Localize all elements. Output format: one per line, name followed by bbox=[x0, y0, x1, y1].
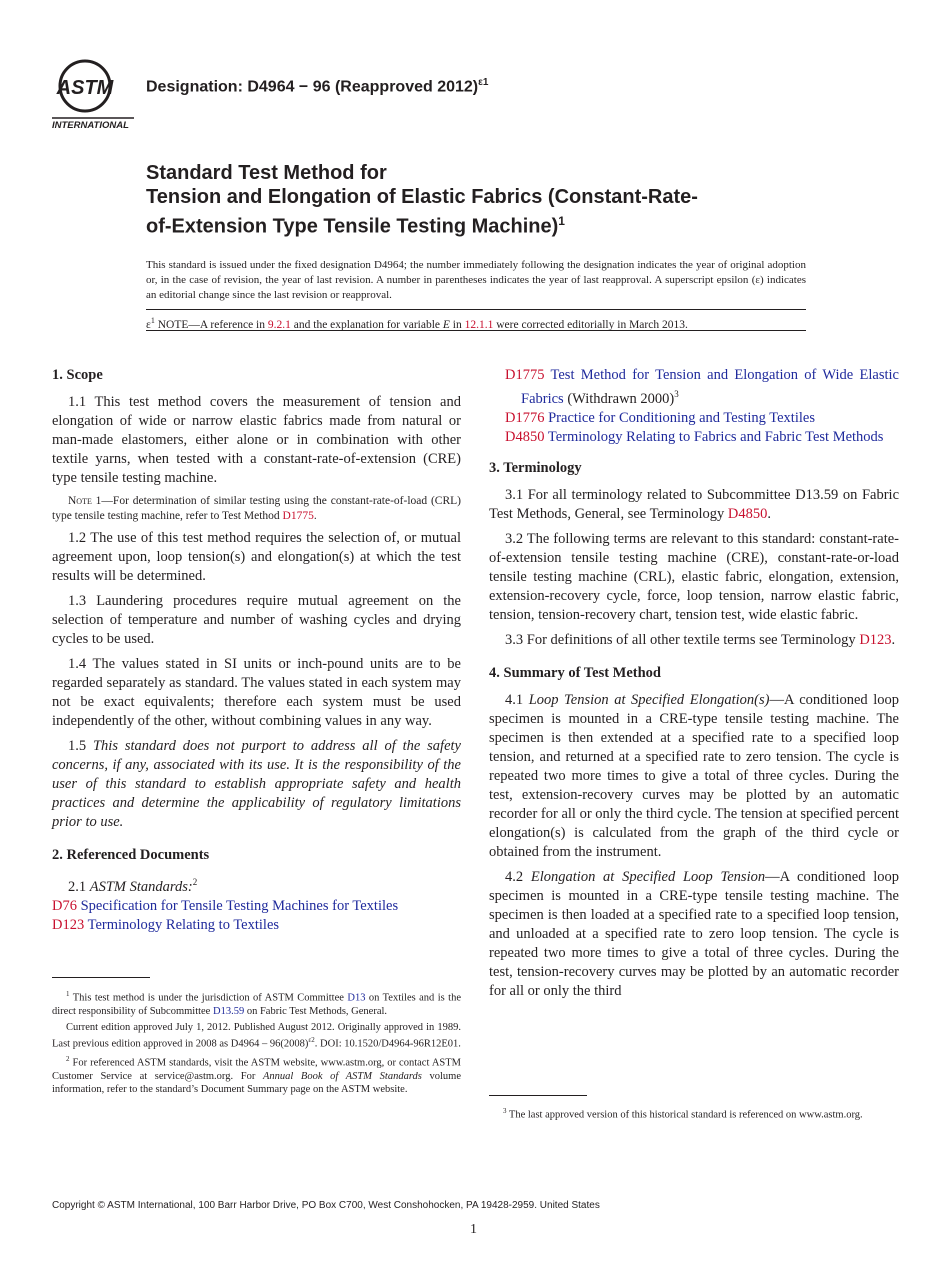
fn-sup: 2 bbox=[66, 1055, 70, 1063]
fn-text: The last approved version of this historical standard is referenced on www.astm.org. bbox=[506, 1109, 863, 1121]
para-num: 2.1 bbox=[68, 878, 90, 895]
footnotes-left bbox=[52, 988, 461, 1099]
eps-t4: were corrected editorially in March 2013. bbox=[493, 318, 688, 331]
para-num: 1.5 bbox=[68, 738, 93, 754]
para-text: 3.3 For definitions of all other textile terms see Terminology bbox=[505, 631, 860, 648]
ref-item bbox=[52, 916, 461, 935]
ref-code[interactable]: D123 bbox=[52, 916, 85, 933]
paragraph-4-2 bbox=[489, 868, 899, 1001]
ref-item bbox=[505, 366, 899, 409]
note-end: . bbox=[313, 510, 317, 522]
para-text: —A conditioned loop specimen is mounted in a CRE-type tensile testing machine. The specimen is then loaded at a specified rate to a specified loop tension, and unloaded at a specified rate to zero loop tension. The cycle is repeated two more times to give a total of three cycles. During the test, tension-recovery curves may be plotted by an automatic recorder for all or only the third bbox=[489, 868, 899, 999]
ref-title[interactable]: Specification for Tensile Testing Machines for Textiles bbox=[80, 897, 399, 914]
footnote-2 bbox=[52, 1053, 461, 1096]
paragraph: 1.3 Laundering procedures require mutual agreement on the selection of temperature and number of washing cycles and drying cycles to be used. bbox=[52, 593, 461, 647]
title-line-2: Tension and Elongation of Elastic Fabrics (Constant-Rate- bbox=[146, 186, 698, 208]
designation-text: Designation: D4964 − 96 (Reapproved 2012) bbox=[146, 78, 479, 96]
designation bbox=[146, 77, 488, 96]
eps-t3: in bbox=[449, 318, 465, 331]
para-end: . bbox=[767, 505, 772, 522]
ref-title[interactable]: Test Method for Tension and Elongation of Wide Elastic Fabrics bbox=[521, 367, 899, 407]
fn-text: For referenced ASTM standards, visit the ASTM website, www.astm.org, or contact ASTM Customer Service at service@astm.org. For bbox=[52, 1057, 461, 1082]
para-italic: ASTM Standards: bbox=[89, 878, 193, 895]
paragraph-3-3 bbox=[489, 631, 899, 650]
fn-italic: Annual Book of ASTM Standards bbox=[262, 1070, 422, 1082]
ref-link[interactable]: D123 bbox=[859, 631, 892, 648]
ref-title[interactable]: Terminology Relating to Textiles bbox=[87, 916, 280, 933]
paragraph-4-1 bbox=[489, 691, 899, 862]
paragraph: 1.4 The values stated in SI units or inch-pound units are to be regarded separately as standard. The values stated in each system may not be exact equivalents; therefore each system must be used independently of the other, without combining values in any way. bbox=[52, 656, 461, 729]
fn-link[interactable]: D13.59 bbox=[212, 1005, 245, 1017]
footnote-1-cont bbox=[52, 1021, 461, 1051]
ref-code[interactable]: D1775 bbox=[505, 367, 545, 383]
ref-item bbox=[505, 428, 899, 447]
eps-t2: and the explanation for variable bbox=[290, 318, 443, 331]
footnote-rule bbox=[489, 1095, 587, 1096]
ref-title[interactable]: Terminology Relating to Fabrics and Fabric Test Methods bbox=[547, 428, 884, 445]
paragraph: 1.1 This test method covers the measurement of tension and elongation of wide or narrow elastic fabrics made from natural or man-made elastomers, either alone or in combination with other textile yarns, when tested with a constant-rate-of-extension (CRE) type tensile testing machine. bbox=[52, 394, 461, 486]
footnote-1 bbox=[52, 988, 461, 1018]
ref-link[interactable]: D1775 bbox=[282, 510, 314, 522]
paragraph-2-1 bbox=[52, 873, 461, 897]
ref-title[interactable]: Practice for Conditioning and Testing Textiles bbox=[548, 409, 815, 426]
paragraph-3-1 bbox=[489, 486, 899, 524]
eps-t1: NOTE—A reference in bbox=[154, 318, 268, 331]
logo-text-bottom: INTERNATIONAL bbox=[52, 120, 129, 131]
page-number: 1 bbox=[470, 1222, 477, 1237]
fn-text: Current edition approved July 1, 2012. Published August 2012. Originally approved in 1989. Last previous edition approved in 2008 as D4964 – 96(2008) bbox=[52, 1021, 461, 1049]
note-text: 1—For determination of similar testing using the constant-rate-of-load (CRL) type tensile testing machine, refer to Test Method bbox=[52, 495, 461, 522]
intro-paragraph: This standard is issued under the fixed designation D4964; the number immediately following the designation indicates the year of original adoption or, in the case of revision, the year of last revision. A number in parentheses indicates the year of last reapproval. A superscript epsilon (ε) indicates an editorial change since the last revision or reapproval. bbox=[146, 259, 806, 301]
fn-sup: 1 bbox=[66, 990, 70, 998]
copyright: Copyright © ASTM International, 100 Barr Harbor Drive, PO Box C700, West Conshohocken, PA 19428-2959. United States bbox=[52, 1200, 600, 1211]
paragraph: 3.2 The following terms are relevant to this standard: constant-rate-of-extension tensile testing machine (CRE), constant-rate-or-load tensile testing machine (CRL), elastic fabric, elongation, extension, extension-recovery cycle, force, loop tension, narrow elastic fabric, tension, tension-recovery chart, tension test, wide elastic fabric. bbox=[489, 530, 899, 623]
designation-sup: ε1 bbox=[478, 77, 489, 88]
footnote-rule bbox=[52, 977, 150, 978]
paragraph-1-5 bbox=[52, 737, 461, 832]
section-heading: 1. Scope bbox=[52, 367, 103, 383]
ref-list bbox=[52, 897, 461, 935]
ref-item bbox=[505, 409, 899, 428]
logo-text-top: ASTM bbox=[56, 77, 114, 99]
note-label: Note bbox=[68, 495, 92, 507]
para-italic: Elongation at Specified Loop Tension bbox=[530, 868, 766, 885]
fn-text: This test method is under the jurisdiction of ASTM Committee bbox=[69, 992, 348, 1004]
right-column bbox=[489, 366, 899, 1007]
divider bbox=[146, 330, 806, 331]
ref-code[interactable]: D76 bbox=[52, 897, 77, 914]
title-line-1: Standard Test Method for bbox=[146, 162, 387, 184]
section-heading: 3. Terminology bbox=[489, 459, 582, 476]
ref-code[interactable]: D4850 bbox=[505, 428, 545, 445]
document-title bbox=[146, 161, 846, 239]
para-text: 3.1 For all terminology related to Subcommittee D13.59 on Fabric Test Methods, General, see Terminology bbox=[489, 486, 899, 522]
fn-text: on Textiles and is the direct responsibility of Subcommittee bbox=[52, 992, 461, 1017]
para-num: 4.1 bbox=[505, 691, 529, 708]
section-heading: 2. Referenced Documents bbox=[52, 847, 210, 863]
para-end: . bbox=[891, 631, 896, 648]
title-line-3-wrap bbox=[146, 209, 846, 239]
para-text: —A conditioned loop specimen is mounted in a CRE-type tensile testing machine. The specimen is then extended at a specified rate to a specified loop tension, and returned at a specified rate to zero tension. The cycle is repeated two more times to give a total of three cycles. During the test, extension-recovery curves may be plotted by an automatic recorder for all or only the third cycle. The tension at specified percent elongation(s) is calculated from the graph of the third cycle or obtained from the instrument. bbox=[489, 691, 899, 860]
para-num: 4.2 bbox=[505, 868, 531, 885]
eps-ref-link[interactable]: 12.1.1 bbox=[464, 318, 494, 331]
fn-text: . DOI: 10.1520/D4964-96R12E01. bbox=[314, 1038, 461, 1049]
note-1 bbox=[52, 494, 461, 524]
ref-list bbox=[489, 366, 899, 447]
ref-suffix: (Withdrawn 2000) bbox=[563, 390, 675, 407]
paragraph: 1.2 The use of this test method requires the selection of, or mutual agreement upon, loop tension(s) and elongation(s) at which the test results will be determined. bbox=[52, 530, 461, 584]
eps-var: E bbox=[442, 318, 450, 331]
left-column bbox=[52, 366, 461, 935]
fn-sup: ε2 bbox=[308, 1035, 315, 1044]
para-sup: 2 bbox=[192, 877, 198, 887]
eps-prefix: ε bbox=[146, 318, 151, 331]
ref-item bbox=[52, 897, 461, 916]
eps-ref-link[interactable]: 9.2.1 bbox=[267, 318, 291, 331]
footnotes-right bbox=[489, 1105, 899, 1125]
ref-sup: 3 bbox=[674, 389, 679, 399]
footnote-3 bbox=[489, 1105, 899, 1122]
ref-code[interactable]: D1776 bbox=[505, 409, 545, 426]
ref-link[interactable]: D4850 bbox=[727, 505, 768, 522]
title-sup: 1 bbox=[558, 214, 565, 228]
fn-text: on Fabric Test Methods, General. bbox=[244, 1005, 388, 1017]
section-heading: 4. Summary of Test Method bbox=[489, 664, 661, 681]
astm-logo bbox=[52, 58, 134, 132]
fn-link[interactable]: D13 bbox=[347, 992, 366, 1004]
divider bbox=[146, 309, 806, 310]
para-italic: Loop Tension at Specified Elongation(s) bbox=[528, 691, 770, 708]
fn-text: volume information, refer to the standard’s Document Summary page on the ASTM website. bbox=[52, 1070, 461, 1095]
fn-sup: 3 bbox=[503, 1107, 507, 1115]
eps-sup: 1 bbox=[150, 316, 155, 325]
para-italic: This standard does not purport to address all of the safety concerns, if any, associated with its use. It is the responsibility of the user of this standard to establish appropriate safety and health practices and determine the applicability of regulatory limitations prior to use. bbox=[52, 738, 461, 830]
title-line-3: of-Extension Type Tensile Testing Machine) bbox=[146, 215, 559, 238]
